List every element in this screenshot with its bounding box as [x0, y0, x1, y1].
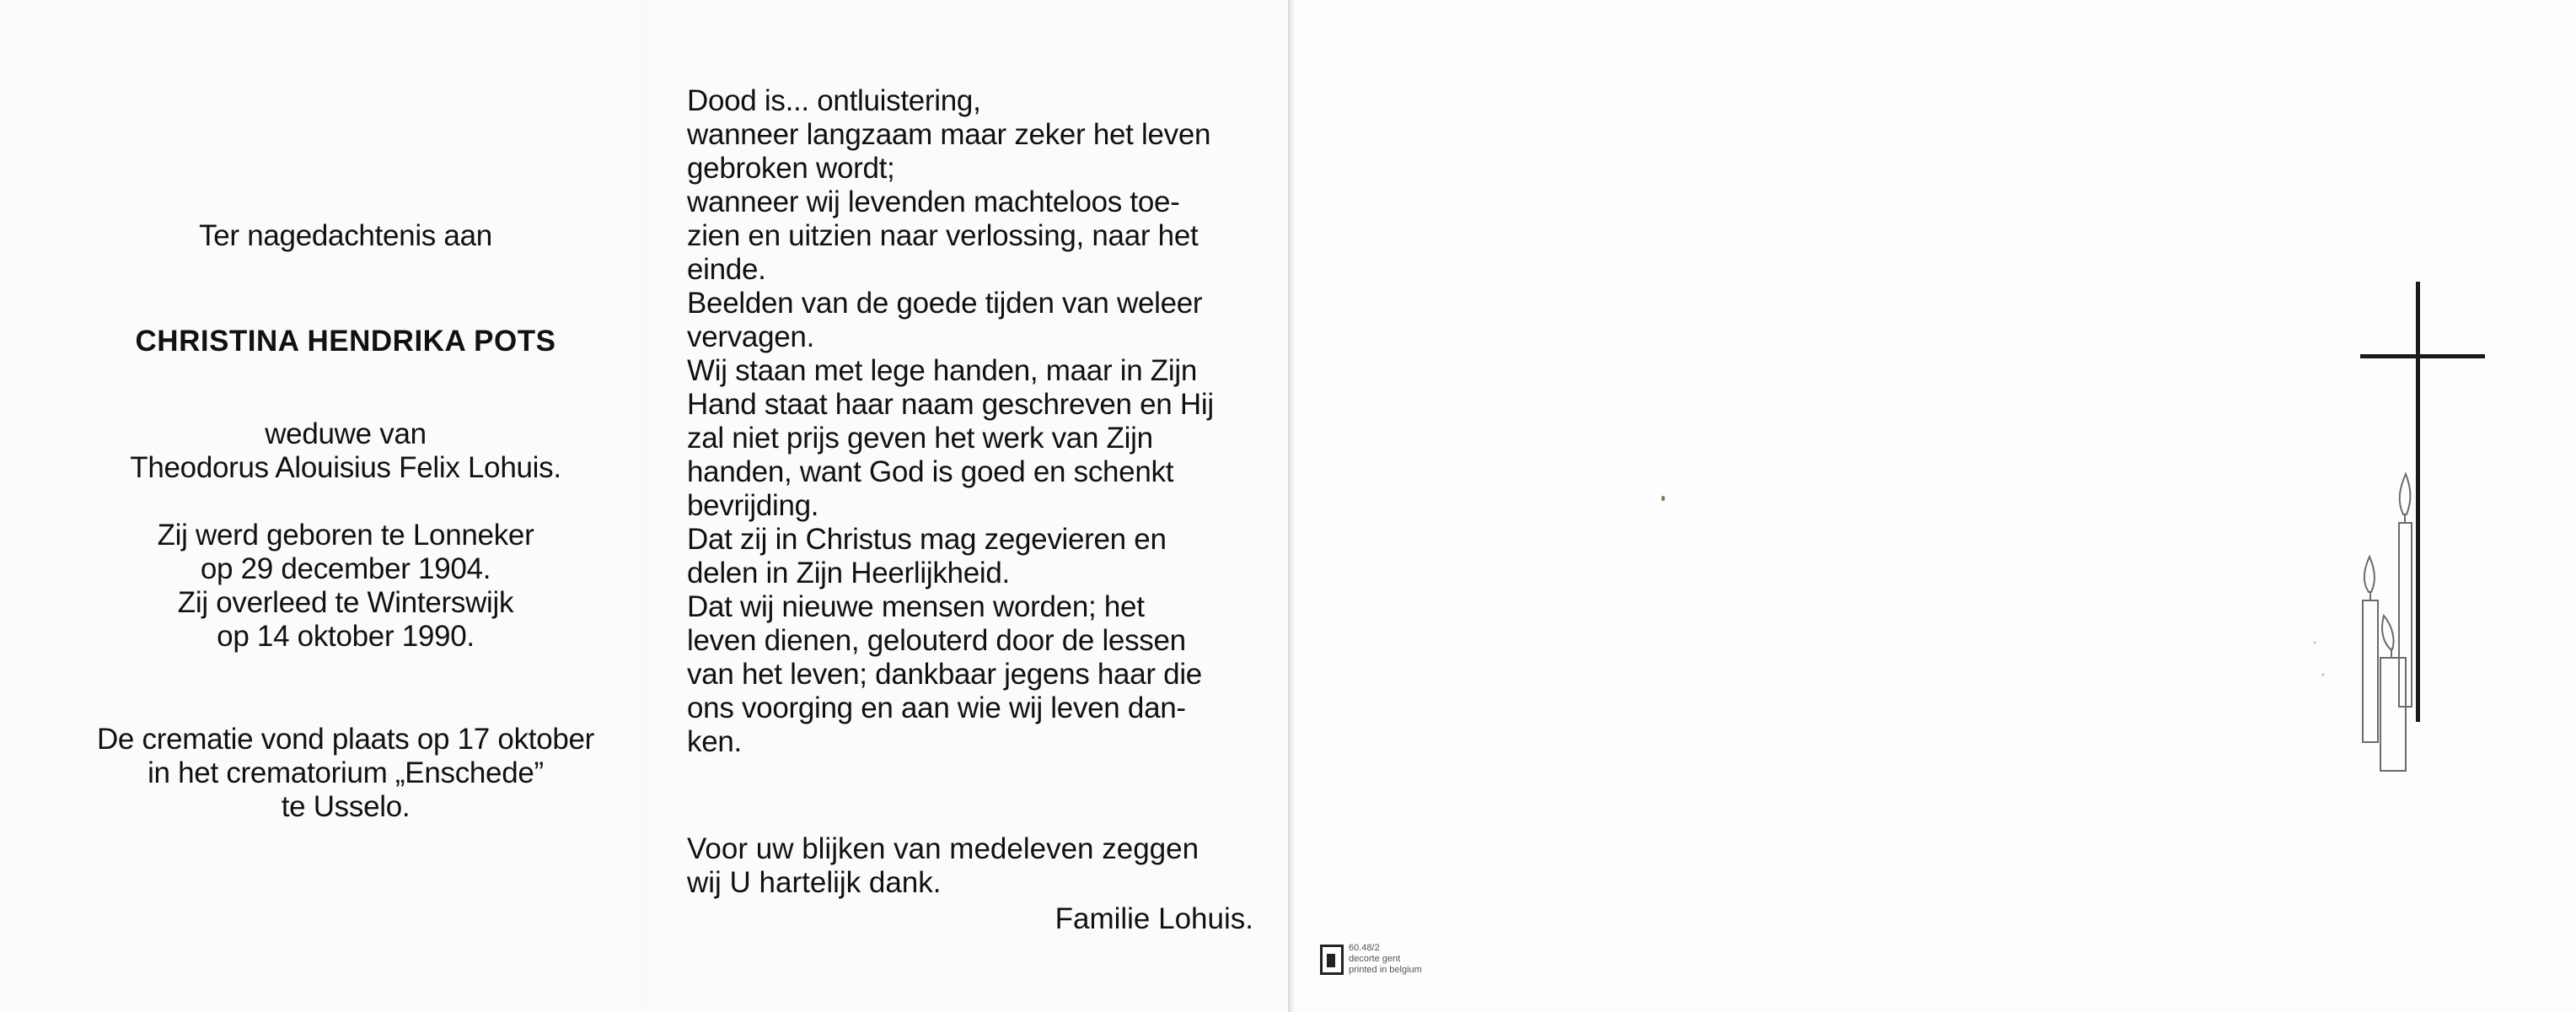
- poem-line: einde.: [687, 253, 766, 286]
- poem-line: Wij staan met lege handen, maar in Zijn: [687, 354, 1197, 387]
- printer-name: decorte gent: [1349, 954, 1401, 964]
- printer-origin: printed in belgium: [1349, 965, 1422, 975]
- poem-line: zien en uitzien naar verlossing, naar het: [687, 219, 1199, 252]
- cremation-block: [42, 723, 649, 824]
- poem-line: handen, want God is goed en schenkt: [687, 455, 1174, 488]
- dedication-intro: Ter nagedachtenis aan: [199, 219, 492, 252]
- life-line: op 29 december 1904.: [200, 552, 491, 585]
- poem-line: delen in Zijn Heerlijkheid.: [687, 557, 1010, 589]
- poem-line: vervagen.: [687, 320, 815, 353]
- thanks-line: Voor uw blijken van medeleven zeggen: [687, 832, 1199, 865]
- cross-icon: [2360, 282, 2485, 722]
- life-line: Zij werd geboren te Lonneker: [157, 519, 534, 552]
- deceased-name: CHRISTINA HENDRIKA POTS: [135, 325, 556, 358]
- poem-line: Beelden van de goede tijden van weleer: [687, 287, 1203, 320]
- poem-line: Dood is... ontluistering,: [687, 84, 981, 117]
- poem-line: wanneer wij levenden machteloos toe-: [687, 186, 1180, 218]
- widow-line: Theodorus Alouisius Felix Lohuis.: [130, 451, 561, 484]
- poem-line: Hand staat haar naam geschreven en Hij: [687, 388, 1214, 421]
- cremation-line: te Usselo.: [281, 790, 411, 823]
- life-line: op 14 oktober 1990.: [217, 620, 475, 653]
- poem-line: ons voorging en aan wie wij leven dan-: [687, 692, 1186, 724]
- background-speck: [2314, 642, 2325, 676]
- life-line: Zij overleed te Winterswijk: [177, 586, 514, 619]
- thanks-line: wij U hartelijk dank.: [687, 866, 942, 899]
- memorial-card-back: [1288, 0, 2576, 1012]
- thanks-text: [687, 832, 1253, 900]
- poem-line: van het leven; dankbaar jegens haar die: [687, 658, 1202, 691]
- poem-line: gebroken wordt;: [687, 152, 895, 185]
- life-dates-block: [42, 519, 649, 654]
- family-signature: Familie Lohuis.: [1055, 902, 1253, 935]
- printer-code: 60.48/2: [1349, 943, 1380, 953]
- poem-text: [687, 84, 1253, 759]
- cremation-line: in het crematorium „Enschede”: [148, 756, 544, 789]
- paper-speck: [1661, 496, 1665, 501]
- widow-line: weduwe van: [265, 417, 427, 450]
- poem-line: zal niet prijs geven het werk van Zijn: [687, 422, 1153, 455]
- poem-line: wanneer langzaam maar zeker het leven: [687, 118, 1211, 151]
- printer-info: [1349, 943, 1422, 976]
- poem-line: leven dienen, gelouterd door de lessen: [687, 624, 1186, 657]
- printer-mark: [1320, 943, 1422, 976]
- poem-line: bevrijding.: [687, 489, 819, 522]
- poem-line: Dat wij nieuwe mensen worden; het: [687, 590, 1145, 623]
- poem-line: Dat zij in Christus mag zegevieren en: [687, 523, 1167, 556]
- widow-block: [42, 417, 649, 485]
- cremation-line: De crematie vond plaats op 17 oktober: [96, 723, 595, 756]
- printer-logo-icon: [1320, 945, 1344, 975]
- cross-and-candles-illustration: [2131, 278, 2485, 784]
- poem-line: ken.: [687, 725, 742, 758]
- candle-icon: [2363, 474, 2412, 771]
